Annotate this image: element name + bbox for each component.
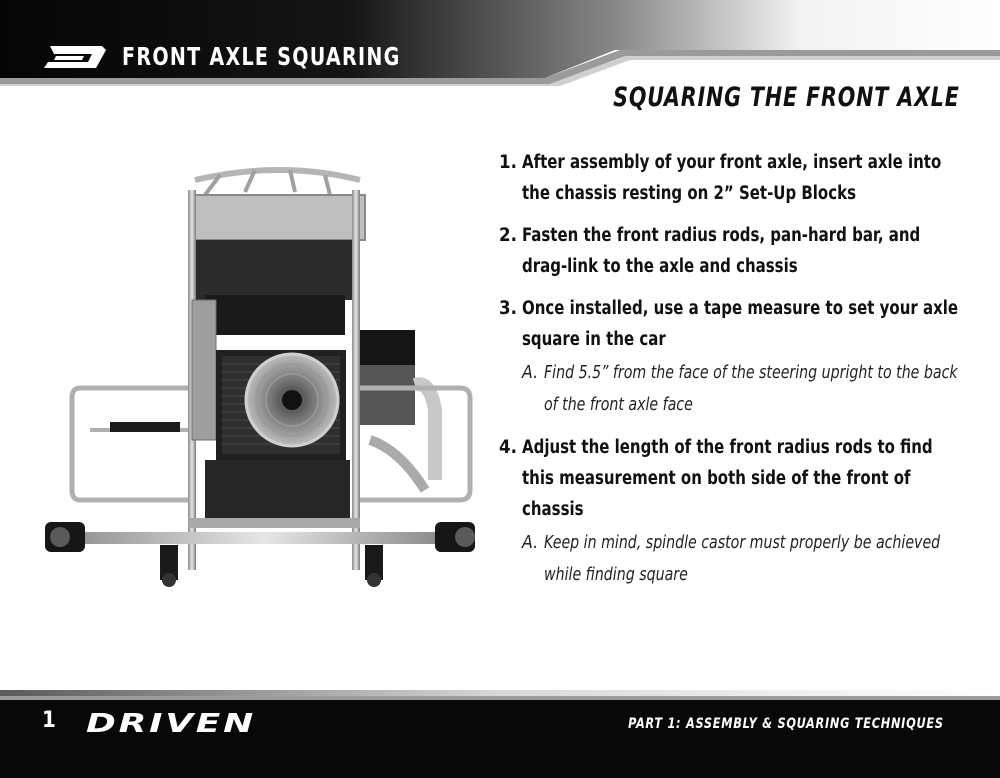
page-number: 1 <box>42 708 56 733</box>
sub-step-text: Keep in mind, spindle castor must properly be achieved while finding square <box>544 533 941 585</box>
sub-step <box>522 357 966 421</box>
step-number: 1. <box>499 152 517 173</box>
step-number: 2. <box>499 225 517 246</box>
list-item <box>496 432 966 591</box>
race-car-chassis-photo <box>40 150 480 590</box>
step-text: Once installed, use a tape measure to set your axle square in the car <box>522 298 959 350</box>
list-item <box>496 220 966 282</box>
sub-step-letter: A. <box>522 363 539 383</box>
step-text: Fasten the front radius rods, pan-hard bar, and drag-link to the axle and chassis <box>522 225 921 277</box>
step-number: 3. <box>499 298 517 319</box>
footer-part-label: PART 1: ASSEMBLY & SQUARING TECHNIQUES <box>628 716 944 732</box>
section-heading: SQUARING THE FRONT AXLE <box>613 82 960 113</box>
sub-step <box>522 527 966 591</box>
driven-brand-logo <box>84 708 264 738</box>
driven-d-logo-icon <box>44 46 106 68</box>
page-title: FRONT AXLE SQUARING <box>122 42 401 71</box>
sub-step-letter: A. <box>522 533 539 553</box>
instruction-steps <box>496 147 966 602</box>
brand-wordmark: DRIVEN <box>86 709 256 738</box>
list-item <box>496 147 966 209</box>
step-text: After assembly of your front axle, insert axle into the chassis resting on 2” Set-Up Blocks <box>522 152 942 204</box>
step-number: 4. <box>499 437 517 458</box>
list-item <box>496 293 966 421</box>
sub-step-text: Find 5.5” from the face of the steering upright to the back of the front axle face <box>544 363 958 415</box>
step-text: Adjust the length of the front radius rods to find this measurement on both side of the front of chassis <box>522 437 933 520</box>
